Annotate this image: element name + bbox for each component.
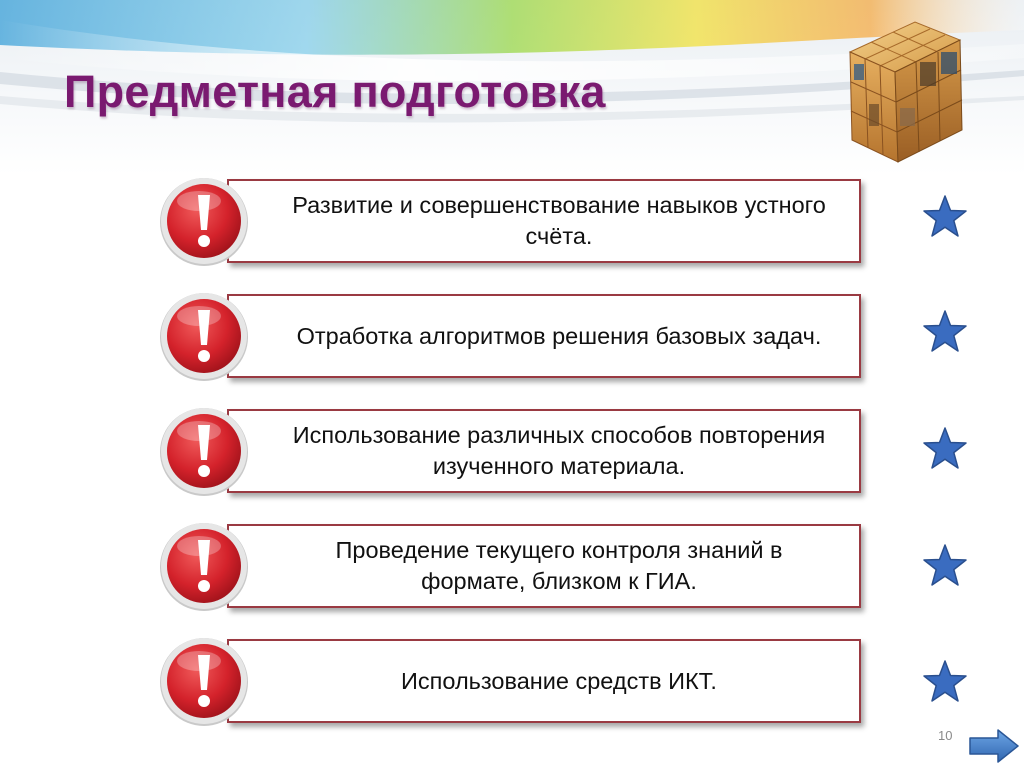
slide-title: Предметная подготовка [64,66,606,117]
page-number: 10 [938,728,953,743]
photo-cube [810,12,985,182]
star-icon [922,194,968,240]
exclamation-icon [157,519,251,613]
star-icon [922,659,968,705]
list-item [157,178,867,270]
exclamation-icon [157,289,251,383]
item-text: Использование различных способов повторения изученного материала. [292,422,826,479]
star-icon [922,543,968,589]
item-box [227,639,861,723]
star-icon [922,309,968,355]
list-item [157,638,867,730]
list-item [157,408,867,500]
list-item [157,293,867,385]
item-text: Использование средств ИКТ. [401,667,717,694]
item-box [227,179,861,263]
exclamation-icon [157,404,251,498]
item-text: Проведение текущего контроля знаний в формате, близком к ГИА. [335,537,783,594]
item-box [227,524,861,608]
exclamation-icon [157,634,251,728]
item-text: Отработка алгоритмов решения базовых задач. [296,322,822,349]
item-box [227,409,861,493]
item-box [227,294,861,378]
item-text: Развитие и совершенствование навыков устного счёта. [292,192,826,249]
star-icon [922,426,968,472]
exclamation-icon [157,174,251,268]
list-item [157,523,867,615]
arrow-right-icon[interactable] [968,728,1020,764]
